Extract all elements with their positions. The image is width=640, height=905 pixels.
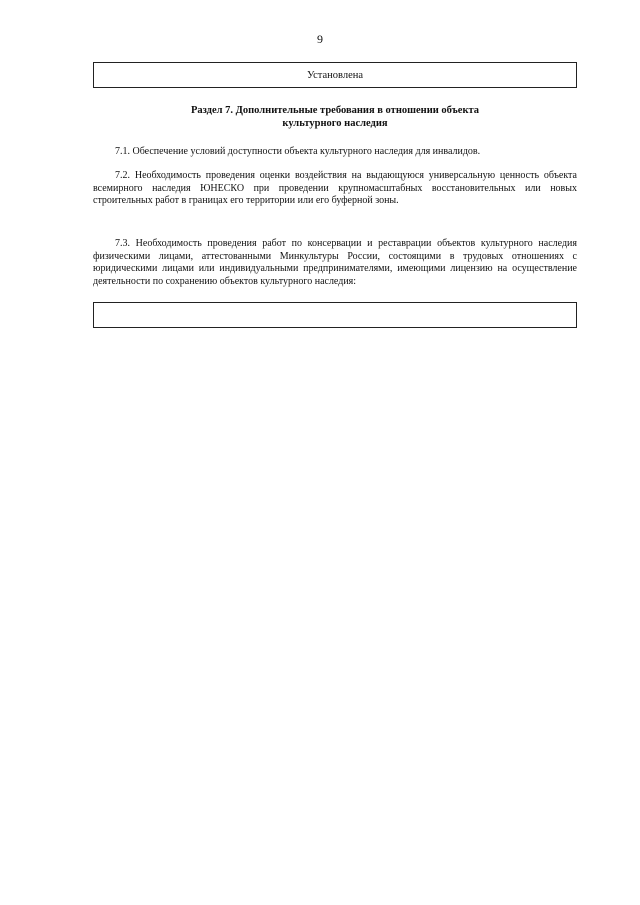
page-number: 9 [317,32,323,46]
empty-field-box [93,302,577,328]
status-box [93,62,577,88]
paragraph-7-3: 7.3. Необходимость проведения работ по консервации и реставрации объектов культурного наследия физическими лицами, аттестованными Минкультуры России, состоящими в трудовых отношениях с юридическими лицами или индивидуальными предпринимателями, имеющими лицензию на осуществление деятельности по сохранению объектов культурного наследия: [93,238,577,287]
section-title-line-2: культурного наследия [282,118,388,129]
paragraph-7-2: 7.2. Необходимость проведения оценки воздействия на выдающуюся универсальную ценность объекта всемирного наследия ЮНЕСКО при проведении крупномасштабных восстановительных или новых строительных работ в границах его территории или его буферной зоны. [93,170,577,206]
section-title [93,104,577,130]
paragraph-7-1: 7.1. Обеспечение условий доступности объекта культурного наследия для инвалидов. [115,146,481,157]
section-title-line-1: Раздел 7. Дополнительные требования в отношении объекта [190,105,480,116]
status-text: Установлена [306,69,364,81]
